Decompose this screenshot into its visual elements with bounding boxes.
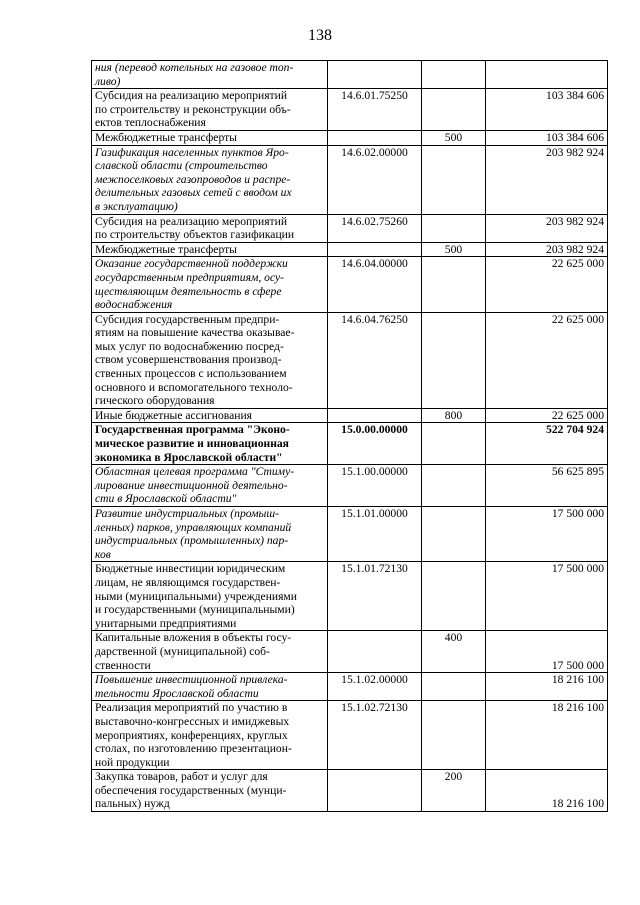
row-name-cell: Межбюджетные трансферты [92,130,328,145]
row-amount-cell: 22 625 000 [486,408,608,423]
table-row [92,130,608,145]
row-code-cell [328,242,422,257]
row-name-cell: Государственная программа "Эконо- мическое развитие и инновационная экономика в Ярославской области" [92,423,328,465]
row-code-cell [328,631,422,673]
row-amount-cell: 103 384 606 [486,130,608,145]
row-expense-type-cell: 500 [422,242,486,257]
row-name-cell: Реализация мероприятий по участию в выставочно-конгрессных и имиджевых мероприятиях, конференциях, круглых столах, по изготовлению презентацион- ной продукции [92,701,328,770]
page-number: 138 [308,27,332,44]
row-amount-cell: 17 500 000 [486,562,608,631]
row-code-cell: 14.6.02.00000 [328,145,422,214]
row-amount-cell: 18 216 100 [486,673,608,701]
row-expense-type-cell [422,89,486,131]
table-row [92,242,608,257]
row-expense-type-cell [422,673,486,701]
table-row [92,562,608,631]
row-expense-type-cell [422,312,486,408]
row-expense-type-cell [422,423,486,465]
row-expense-type-cell: 200 [422,770,486,812]
row-code-cell: 14.6.04.00000 [328,257,422,312]
row-code-cell: 15.0.00.00000 [328,423,422,465]
row-amount-cell: 22 625 000 [486,312,608,408]
row-amount-cell: 203 982 924 [486,214,608,242]
row-name-cell: Бюджетные инвестиции юридическим лицам, не являющимся государствен- ными (муниципальными) учреждениями и государственными (муниципальными) унитарными предприятиями [92,562,328,631]
row-expense-type-cell: 500 [422,130,486,145]
row-expense-type-cell [422,562,486,631]
row-code-cell: 14.6.04.76250 [328,312,422,408]
row-amount-cell: 17 500 000 [486,507,608,562]
row-name-cell: Иные бюджетные ассигнования [92,408,328,423]
row-code-cell: 15.1.02.72130 [328,701,422,770]
row-name-cell: Повышение инвестиционной привлека- тельности Ярославской области [92,673,328,701]
row-expense-type-cell [422,257,486,312]
table-row [92,631,608,673]
table-row [92,145,608,214]
table-row [92,770,608,812]
row-amount-cell: 18 216 100 [486,701,608,770]
row-amount-cell: 17 500 000 [486,631,608,673]
row-name-cell: Субсидия государственным предпри- ятиям на повышение качества оказывае- мых услуг по водоснабжению посред- ством усовершенствования производ- ственных процессов с использованием основного и вспомогательного техноло- гического оборудования [92,312,328,408]
row-amount-cell: 56 625 895 [486,465,608,507]
row-name-cell: Межбюджетные трансферты [92,242,328,257]
row-code-cell: 15.1.02.00000 [328,673,422,701]
row-amount-cell: 203 982 924 [486,242,608,257]
row-name-cell: Капитальные вложения в объекты госу- дарственной (муниципальной) соб- ственности [92,631,328,673]
row-expense-type-cell [422,214,486,242]
row-amount-cell: 22 625 000 [486,257,608,312]
row-expense-type-cell [422,701,486,770]
row-name-cell: Областная целевая программа "Стиму- лирование инвестиционной деятельно- сти в Ярославской области" [92,465,328,507]
table-row [92,423,608,465]
row-name-cell: Субсидия на реализацию мероприятий по строительству и реконструкции объ- ектов теплоснабжения [92,89,328,131]
table-row [92,408,608,423]
table-row [92,257,608,312]
row-code-cell: 14.6.02.75260 [328,214,422,242]
row-name-cell: Закупка товаров, работ и услуг для обеспечения государственных (мунци- пальных) нужд [92,770,328,812]
row-code-cell: 15.1.01.72130 [328,562,422,631]
budget-table [91,60,608,812]
row-code-cell: 15.1.01.00000 [328,507,422,562]
table-row [92,507,608,562]
table-row [92,89,608,131]
row-amount-cell: 203 982 924 [486,145,608,214]
row-name-cell: Газификация населенных пунктов Яро- славской области (строительство межпоселковых газопроводов и распре- делительных газовых сетей с вводом их в эксплуатацию) [92,145,328,214]
row-code-cell [328,61,422,89]
row-code-cell [328,408,422,423]
row-amount-cell: 103 384 606 [486,89,608,131]
row-name-cell: Развитие индустриальных (промыш- ленных) парков, управляющих компаний индустриальных (промышленных) пар- ков [92,507,328,562]
row-expense-type-cell [422,507,486,562]
row-code-cell: 14.6.01.75250 [328,89,422,131]
row-code-cell [328,130,422,145]
row-amount-cell: 522 704 924 [486,423,608,465]
table-row [92,214,608,242]
row-name-cell: ния (перевод котельных на газовое топ- ливо) [92,61,328,89]
row-name-cell: Субсидия на реализацию мероприятий по строительству объектов газификации [92,214,328,242]
table-row [92,61,608,89]
table-row [92,673,608,701]
row-expense-type-cell [422,61,486,89]
table-row [92,312,608,408]
row-amount-cell [486,61,608,89]
row-code-cell [328,770,422,812]
row-code-cell: 15.1.00.00000 [328,465,422,507]
row-expense-type-cell: 800 [422,408,486,423]
table-row [92,465,608,507]
table-row [92,701,608,770]
row-expense-type-cell [422,465,486,507]
row-expense-type-cell: 400 [422,631,486,673]
row-expense-type-cell [422,145,486,214]
row-name-cell: Оказание государственной поддержки государственным предприятиям, осу- ществляющим деятельность в сфере водоснабжения [92,257,328,312]
row-amount-cell: 18 216 100 [486,770,608,812]
